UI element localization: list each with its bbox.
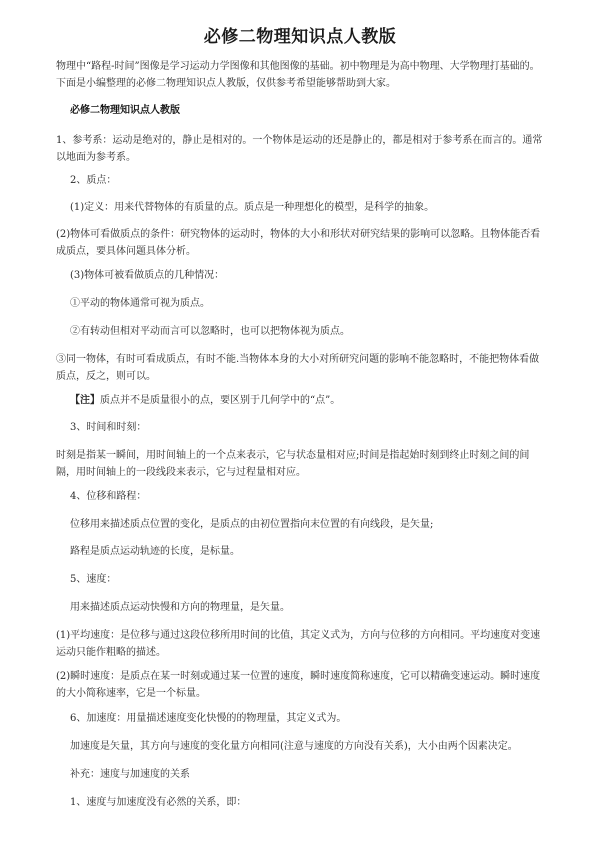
paragraph-time-heading: 3、时间和时刻： xyxy=(70,422,147,433)
paragraph-time-moment: 时刻是指某一瞬间，用时间轴上的一个点来表示，它与状态量相对应;时间是指起始时刻到终止时刻之间的间隔，用时间轴上的一段线段来表示，它与过程量相对应。 xyxy=(56,450,530,478)
intro-paragraph: 物理中“路程-时间”图像是学习运动力学图像和其他图像的基础。初中物理是为高中物理、大学物理打基础的。下面是小编整理的必修二物理知识点人教版，仅供参考希望能够帮助到大家。 xyxy=(56,61,540,89)
paragraph-instant-velocity: (2)瞬时速度：是质点在某一时刻或通过某一位置的速度，瞬时速度简称速度，它可以精确变速运动。瞬时速度的大小简称速率，它是一个标量。 xyxy=(56,671,541,699)
paragraph-particle-heading: 2、质点： xyxy=(70,175,117,186)
paragraph-supplement: 补充：速度与加速度的关系 xyxy=(70,769,190,780)
paragraph-acceleration: 6、加速度：用量描述速度变化快慢的的物理量，其定义式为。 xyxy=(70,713,347,724)
section-heading: 必修二物理知识点人教版 xyxy=(70,105,180,116)
paragraph-average-velocity: (1)平均速度：是位移与通过这段位移所用时间的比值，其定义式为，方向与位移的方向相同。平均速度对变速运动只能作粗略的描述。 xyxy=(56,630,541,658)
paragraph-particle-definition: (1)定义：用来代替物体的有质量的点。质点是一种理想化的模型，是科学的抽象。 xyxy=(70,202,435,213)
paragraph-particle-cases: (3)物体可被看做质点的几种情况： xyxy=(70,270,225,281)
paragraph-displacement-heading: 4、位移和路程： xyxy=(70,491,147,502)
note-text: 质点并不是质量很小的点，要区别于几何学中的“点”。 xyxy=(100,395,341,406)
paragraph-particle-conditions: (2)物体可看做质点的条件：研究物体的运动时，物体的大小和形状对研究结果的影响可以忽略。且物体能否看成质点，要具体问题具体分析。 xyxy=(56,229,541,257)
paragraph-velocity-heading: 5、速度： xyxy=(70,574,117,585)
paragraph-note xyxy=(70,392,546,409)
paragraph-path: 路程是质点运动轨迹的长度，是标量。 xyxy=(70,546,240,557)
paragraph-case-1: ①平动的物体通常可视为质点。 xyxy=(70,298,210,309)
paragraph-case-3: ③同一物体，有时可看成质点，有时不能.当物体本身的大小对所研究问题的影响不能忽略时，不能把物体看做质点，反之，则可以。 xyxy=(56,354,540,382)
paragraph-reference-frame: 1、参考系：运动是绝对的，静止是相对的。一个物体是运动的还是静止的，都是相对于参考系在而言的。通常以地面为参考系。 xyxy=(56,135,543,163)
paragraph-case-2: ②有转动但相对平动而言可以忽略时，也可以把物体视为质点。 xyxy=(70,326,350,337)
page-title: 必修二物理知识点人教版 xyxy=(203,27,397,47)
paragraph-displacement: 位移用来描述质点位置的变化，是质点的由初位置指向末位置的有向线段，是矢量; xyxy=(70,519,434,530)
paragraph-acceleration-vector: 加速度是矢量，其方向与速度的变化量方向相同(注意与速度的方向没有关系)，大小由两个因素决定。 xyxy=(70,741,518,752)
note-label: 【注】 xyxy=(70,395,100,406)
paragraph-velocity-definition: 用来描述质点运动快慢和方向的物理量，是矢量。 xyxy=(70,602,290,613)
paragraph-velocity-acceleration: 1、速度与加速度没有必然的关系，即： xyxy=(70,797,247,808)
